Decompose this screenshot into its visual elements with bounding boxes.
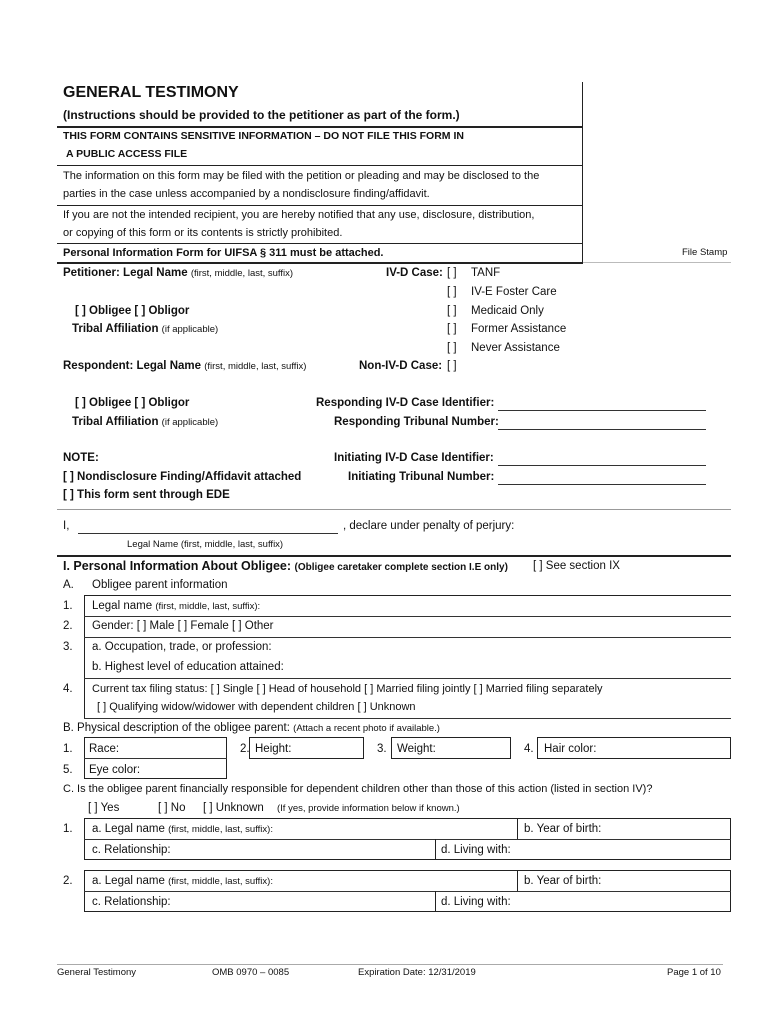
responding-tribunal-label: Responding Tribunal Number: xyxy=(334,416,499,428)
item-number: 2. xyxy=(63,875,73,887)
divider xyxy=(57,165,583,166)
col-divider xyxy=(435,839,436,860)
respondent-tribal-affiliation: Tribal Affiliation (if applicable) xyxy=(72,416,219,428)
race-field[interactable]: Race: xyxy=(89,743,120,755)
declarant-name-field[interactable] xyxy=(78,521,338,534)
divider xyxy=(57,205,583,206)
obligee-parent-info-label: Obligee parent information xyxy=(92,579,228,591)
instructions-note: (Instructions should be provided to the petitioner as part of the form.) xyxy=(63,108,460,122)
file-stamp-label: File Stamp xyxy=(682,247,728,258)
item-number: 1. xyxy=(63,743,73,755)
divider xyxy=(57,243,583,244)
ede-checkbox[interactable]: [ ] This form sent through EDE xyxy=(63,489,230,501)
row-divider xyxy=(84,839,731,840)
petitioner-role-checkboxes[interactable]: [ ] Obligee [ ] Obligor xyxy=(75,305,190,317)
child-2-year-of-birth-field[interactable]: b. Year of birth: xyxy=(524,875,602,887)
ivd-option-foster-care: IV-E Foster Care xyxy=(471,286,557,298)
footer-divider xyxy=(57,964,723,965)
divider xyxy=(57,262,583,264)
disclosure-info: The information on this form may be filed with the petition or pleading and may be disclosed to the xyxy=(63,170,540,182)
child-2-relationship-field[interactable]: c. Relationship: xyxy=(92,896,171,908)
item-number: 1. xyxy=(63,600,73,612)
responding-case-id-label: Responding IV-D Case Identifier: xyxy=(316,397,495,409)
row-divider xyxy=(84,637,731,638)
item-number: 5. xyxy=(63,764,73,776)
other-children-hint: (If yes, provide information below if known.) xyxy=(277,803,460,814)
footer-omb: OMB 0970 – 0085 xyxy=(212,967,290,978)
responding-tribunal-field[interactable] xyxy=(498,417,706,430)
item-number: 4. xyxy=(524,743,534,755)
declarant-name-hint: Legal Name (first, middle, last, suffix) xyxy=(127,539,284,550)
footer-page-number: Page 1 of 10 xyxy=(667,967,721,978)
ivd-option-medicaid: Medicaid Only xyxy=(471,305,544,317)
petitioner-tribal-affiliation: Tribal Affiliation (if applicable) xyxy=(72,323,219,335)
item-number: 3. xyxy=(377,743,387,755)
respondent-label: Respondent: Legal Name (first, middle, last, suffix) xyxy=(63,360,307,372)
declaration-text: , declare under penalty of perjury: xyxy=(343,520,515,532)
item-number: 2. xyxy=(240,743,250,755)
ivd-option-never: Never Assistance xyxy=(471,342,560,354)
non-ivd-checkbox[interactable]: [ ] xyxy=(447,360,457,372)
occupation-field[interactable]: a. Occupation, trade, or profession: xyxy=(92,641,272,653)
footer-expiration: Expiration Date: 12/31/2019 xyxy=(358,967,476,978)
ivd-checkbox[interactable]: [ ] xyxy=(447,323,457,335)
see-section-ix-checkbox[interactable]: [ ] See section IX xyxy=(533,560,620,572)
sensitive-warning: THIS FORM CONTAINS SENSITIVE INFORMATION – DO NOT FILE THIS FORM IN xyxy=(63,130,464,142)
tax-filing-status-checkboxes-2[interactable]: [ ] Qualifying widow/widower with dependent children [ ] Unknown xyxy=(97,701,416,713)
ivd-option-former: Former Assistance xyxy=(471,323,567,335)
child-2-legal-name-field[interactable]: a. Legal name (first, middle, last, suffix): xyxy=(92,875,273,887)
responding-case-id-field[interactable] xyxy=(498,398,706,411)
child-1-relationship-field[interactable]: c. Relationship: xyxy=(92,844,171,856)
form-title: GENERAL TESTIMONY xyxy=(63,84,239,101)
ivd-checkbox[interactable]: [ ] xyxy=(447,267,457,279)
divider xyxy=(57,126,583,128)
tax-filing-status-checkboxes[interactable]: Current tax filing status: [ ] Single [ ] Head of household [ ] Married filing jointly [ ] Married filing separately xyxy=(92,683,603,695)
initiating-case-id-label: Initiating IV-D Case Identifier: xyxy=(334,452,494,464)
height-field[interactable]: Height: xyxy=(255,743,292,755)
divider xyxy=(57,509,731,510)
item-number: 1. xyxy=(63,823,73,835)
weight-field[interactable]: Weight: xyxy=(397,743,436,755)
row-divider xyxy=(84,758,227,759)
note-label: NOTE: xyxy=(63,452,99,464)
disclosure-info-2: parties in the case unless accompanied by a nondisclosure finding/affidavit. xyxy=(63,188,430,200)
unknown-checkbox[interactable]: [ ] Unknown xyxy=(203,802,264,814)
row-divider xyxy=(84,891,731,892)
no-checkbox[interactable]: [ ] No xyxy=(158,802,186,814)
declaration-i: I, xyxy=(63,520,70,532)
initiating-case-id-field[interactable] xyxy=(498,453,706,466)
ivd-checkbox[interactable]: [ ] xyxy=(447,286,457,298)
physical-description-label: B. Physical description of the obligee parent: (Attach a recent photo if available.) xyxy=(63,722,440,734)
col-divider xyxy=(517,818,518,839)
yes-checkbox[interactable]: [ ] Yes xyxy=(88,802,120,814)
child-1-year-of-birth-field[interactable]: b. Year of birth: xyxy=(524,823,602,835)
other-children-question: C. Is the obligee parent financially responsible for dependent children other than those of this action (listed in section IV)? xyxy=(63,783,653,795)
ivd-checkbox[interactable]: [ ] xyxy=(447,305,457,317)
ivd-checkbox[interactable]: [ ] xyxy=(447,342,457,354)
recipient-notice-2: or copying of this form or its contents is strictly prohibited. xyxy=(63,227,343,239)
ivd-option-tanf: TANF xyxy=(471,267,501,279)
initiating-tribunal-field[interactable] xyxy=(498,472,706,485)
section-divider xyxy=(57,555,731,557)
gender-checkboxes[interactable]: Gender: [ ] Male [ ] Female [ ] Other xyxy=(92,620,274,632)
recipient-notice: If you are not the intended recipient, you are hereby notified that any use, disclosure, distribution, xyxy=(63,209,535,221)
petitioner-label: Petitioner: Legal Name (first, middle, last, suffix) xyxy=(63,267,294,279)
nondisclosure-checkbox[interactable]: [ ] Nondisclosure Finding/Affidavit attached xyxy=(63,471,302,483)
non-ivd-case-label: Non-IV-D Case: xyxy=(359,360,443,372)
respondent-role-checkboxes[interactable]: [ ] Obligee [ ] Obligor xyxy=(75,397,190,409)
legal-name-field[interactable]: Legal name (first, middle, last, suffix): xyxy=(92,600,261,612)
ivd-case-label: IV-D Case: xyxy=(386,267,443,279)
section-1-heading: I. Personal Information About Obligee: (Obligee caretaker complete section I.E only) xyxy=(63,559,508,573)
pif-requirement: Personal Information Form for UIFSA § 311 must be attached. xyxy=(63,247,384,259)
sensitive-warning-2: A PUBLIC ACCESS FILE xyxy=(66,148,188,160)
item-label: A. xyxy=(63,579,74,591)
item-number: 3. xyxy=(63,641,73,653)
eye-color-field[interactable]: Eye color: xyxy=(89,764,141,776)
hair-color-field[interactable]: Hair color: xyxy=(544,743,597,755)
child-2-living-with-field[interactable]: d. Living with: xyxy=(441,896,511,908)
file-stamp-line xyxy=(583,262,731,263)
item-number: 2. xyxy=(63,620,73,632)
child-1-living-with-field[interactable]: d. Living with: xyxy=(441,844,511,856)
row-divider xyxy=(84,718,731,719)
col-divider xyxy=(435,891,436,912)
child-1-legal-name-field[interactable]: a. Legal name (first, middle, last, suffix): xyxy=(92,823,273,835)
col-divider xyxy=(517,870,518,891)
row-divider xyxy=(84,678,731,679)
footer-form-name: General Testimony xyxy=(57,967,137,978)
initiating-tribunal-label: Initiating Tribunal Number: xyxy=(348,471,495,483)
education-field[interactable]: b. Highest level of education attained: xyxy=(92,661,284,673)
header-right-border xyxy=(582,82,583,264)
item-number: 4. xyxy=(63,683,73,695)
row-divider xyxy=(84,616,731,617)
